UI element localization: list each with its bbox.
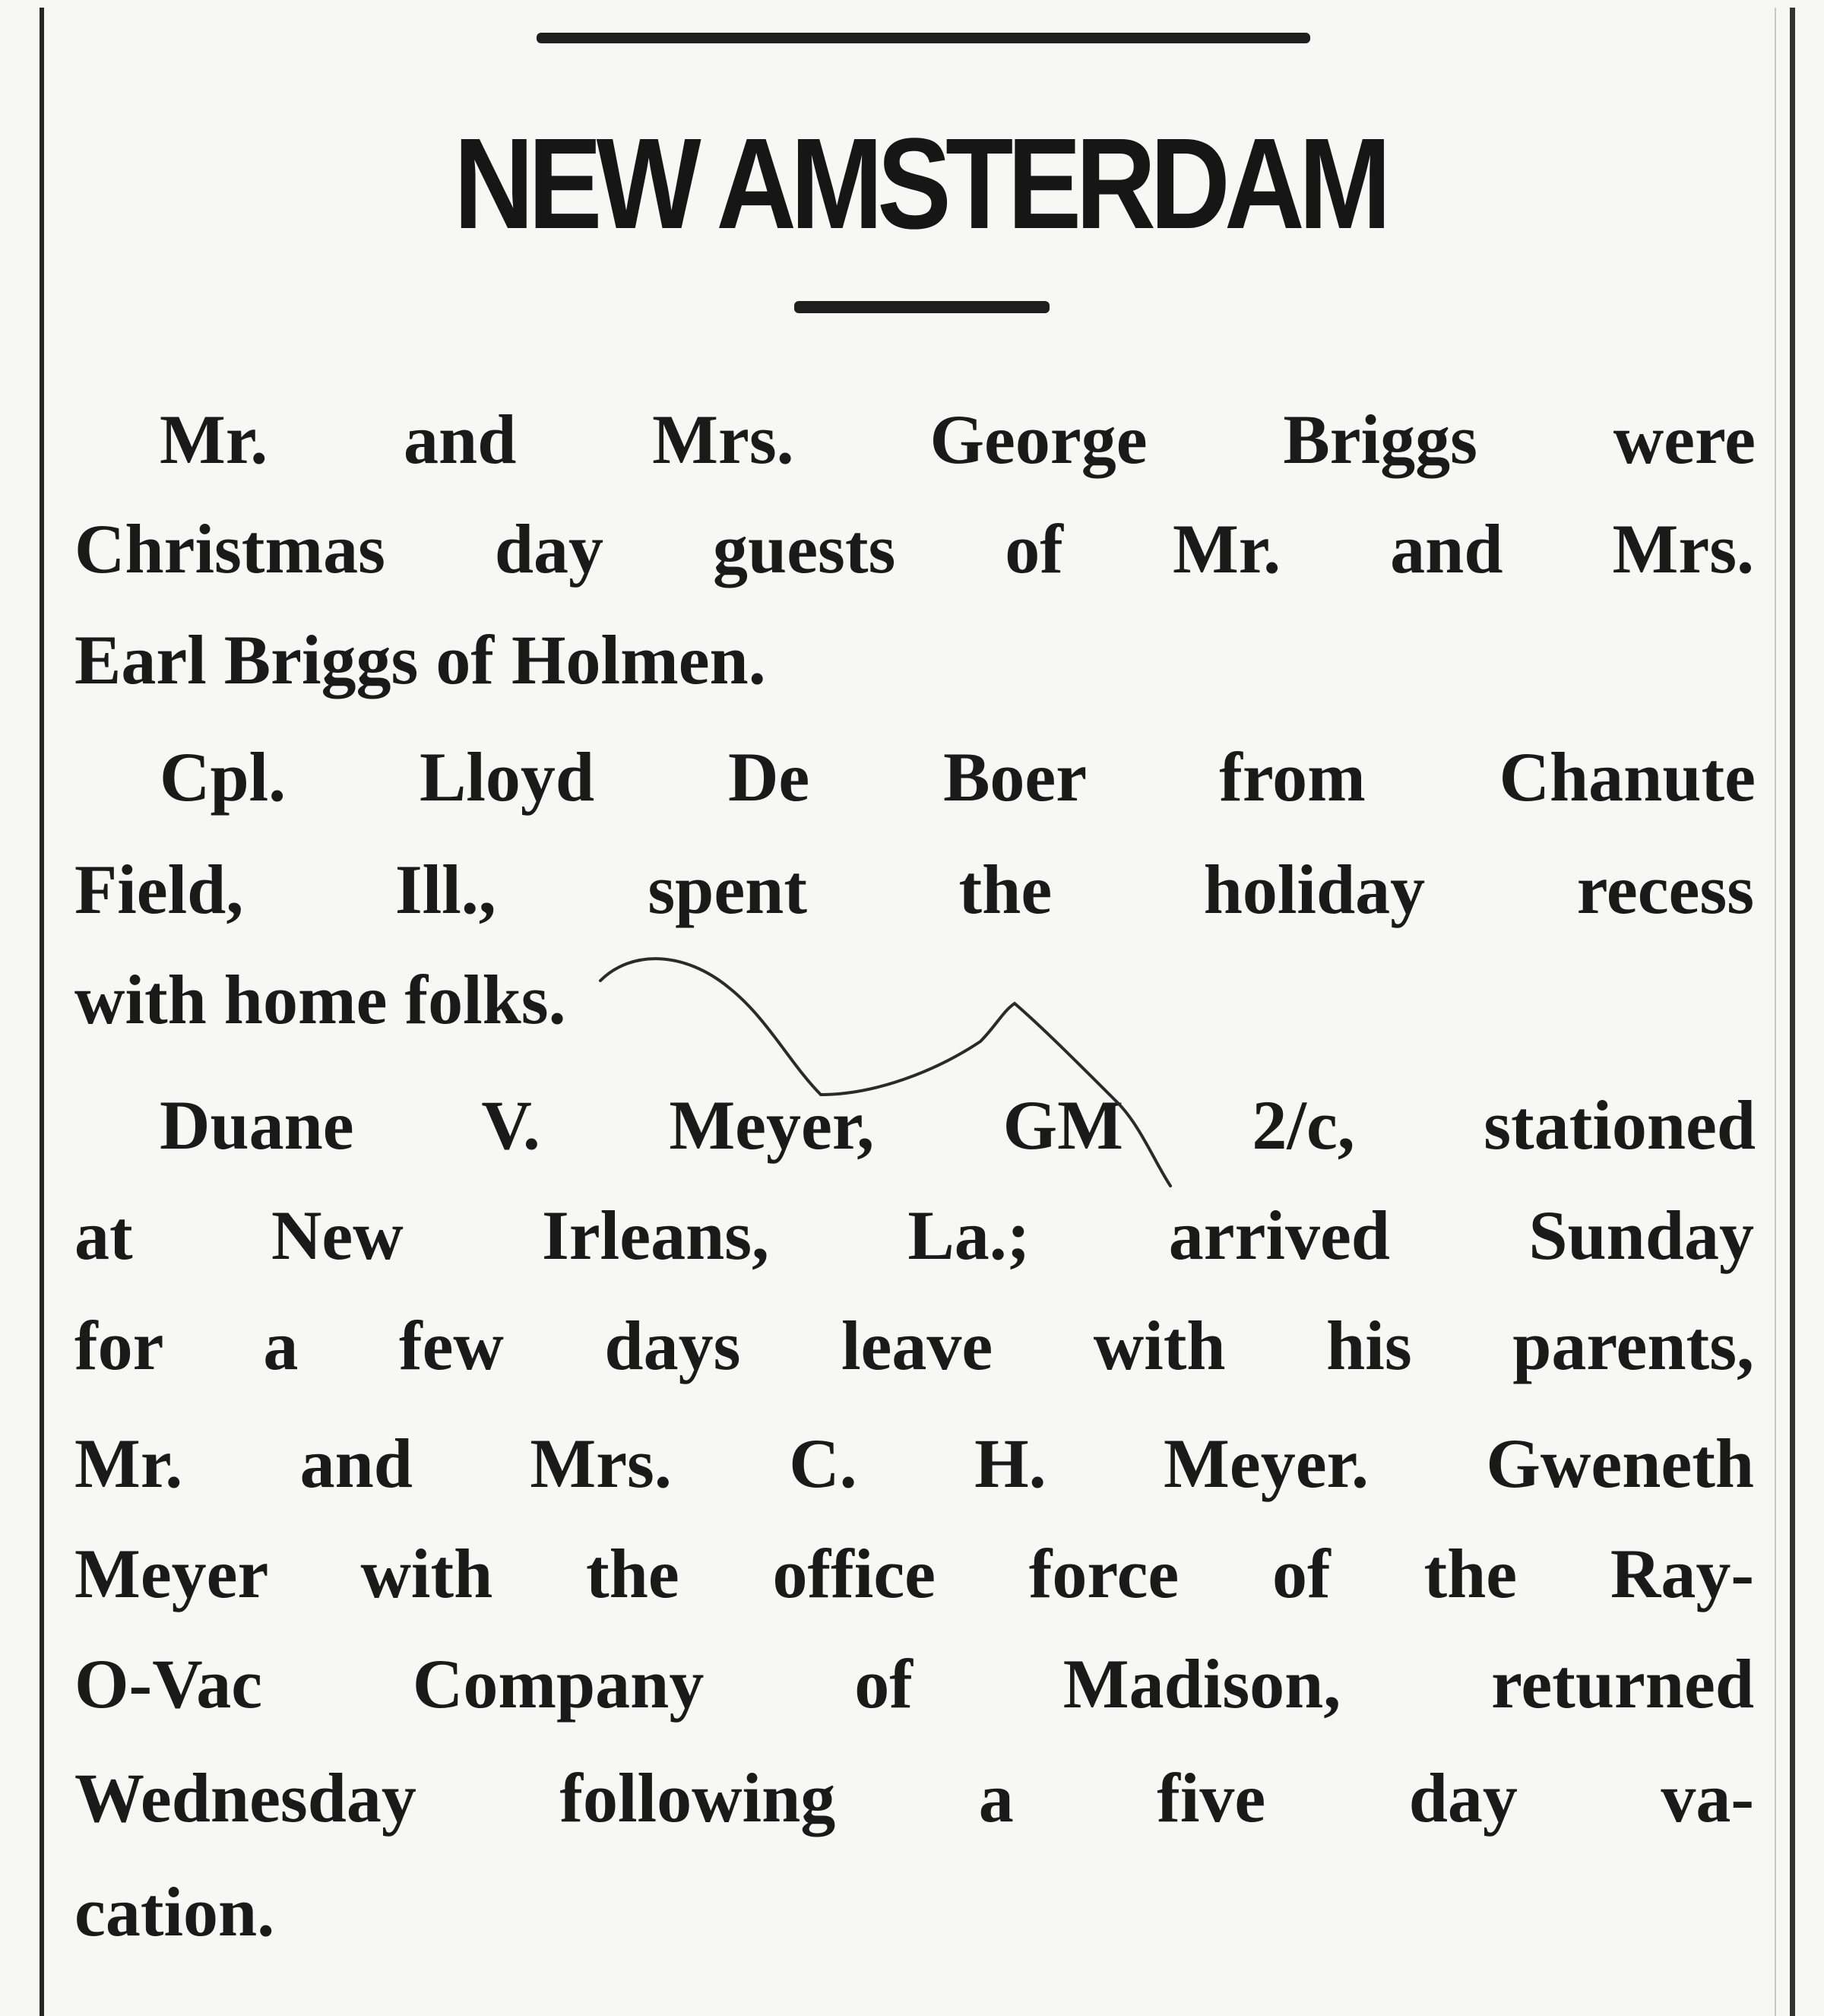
article-line: Duane V. Meyer, GM 2/c, stationed [160,1086,1756,1164]
article-line: for a few days leave with his parents, [74,1307,1754,1384]
headline-top-bar [537,33,1310,43]
headline-bottom-bar [794,301,1050,313]
article-line: O-Vac Company of Madison, returned [74,1645,1754,1723]
article-line: at New Irleans, La.; arrived Sunday [74,1197,1754,1274]
right-column-rule [1790,8,1795,2016]
article-line: Meyer with the office force of the Ray- [74,1535,1754,1612]
article-line: Earl Briggs of Holmen. [74,621,766,699]
headline: NEW AMSTERDAM [454,112,1385,256]
article-line: Cpl. Lloyd De Boer from Chanute [160,738,1756,816]
article-line: Mr. and Mrs. C. H. Meyer. Gweneth [74,1425,1754,1502]
right-faint-rule [1775,8,1776,2016]
article-line: Mr. and Mrs. George Briggs were [160,401,1756,478]
article-line: with home folks. [74,961,566,1038]
article-line: Field, Ill., spent the holiday recess [74,851,1754,928]
article-line: cation. [74,1873,275,1951]
article-line: Christmas day guests of Mr. and Mrs. [74,510,1754,588]
article-line: Wednesday following a five day va- [74,1759,1754,1837]
left-column-rule [40,8,44,2016]
